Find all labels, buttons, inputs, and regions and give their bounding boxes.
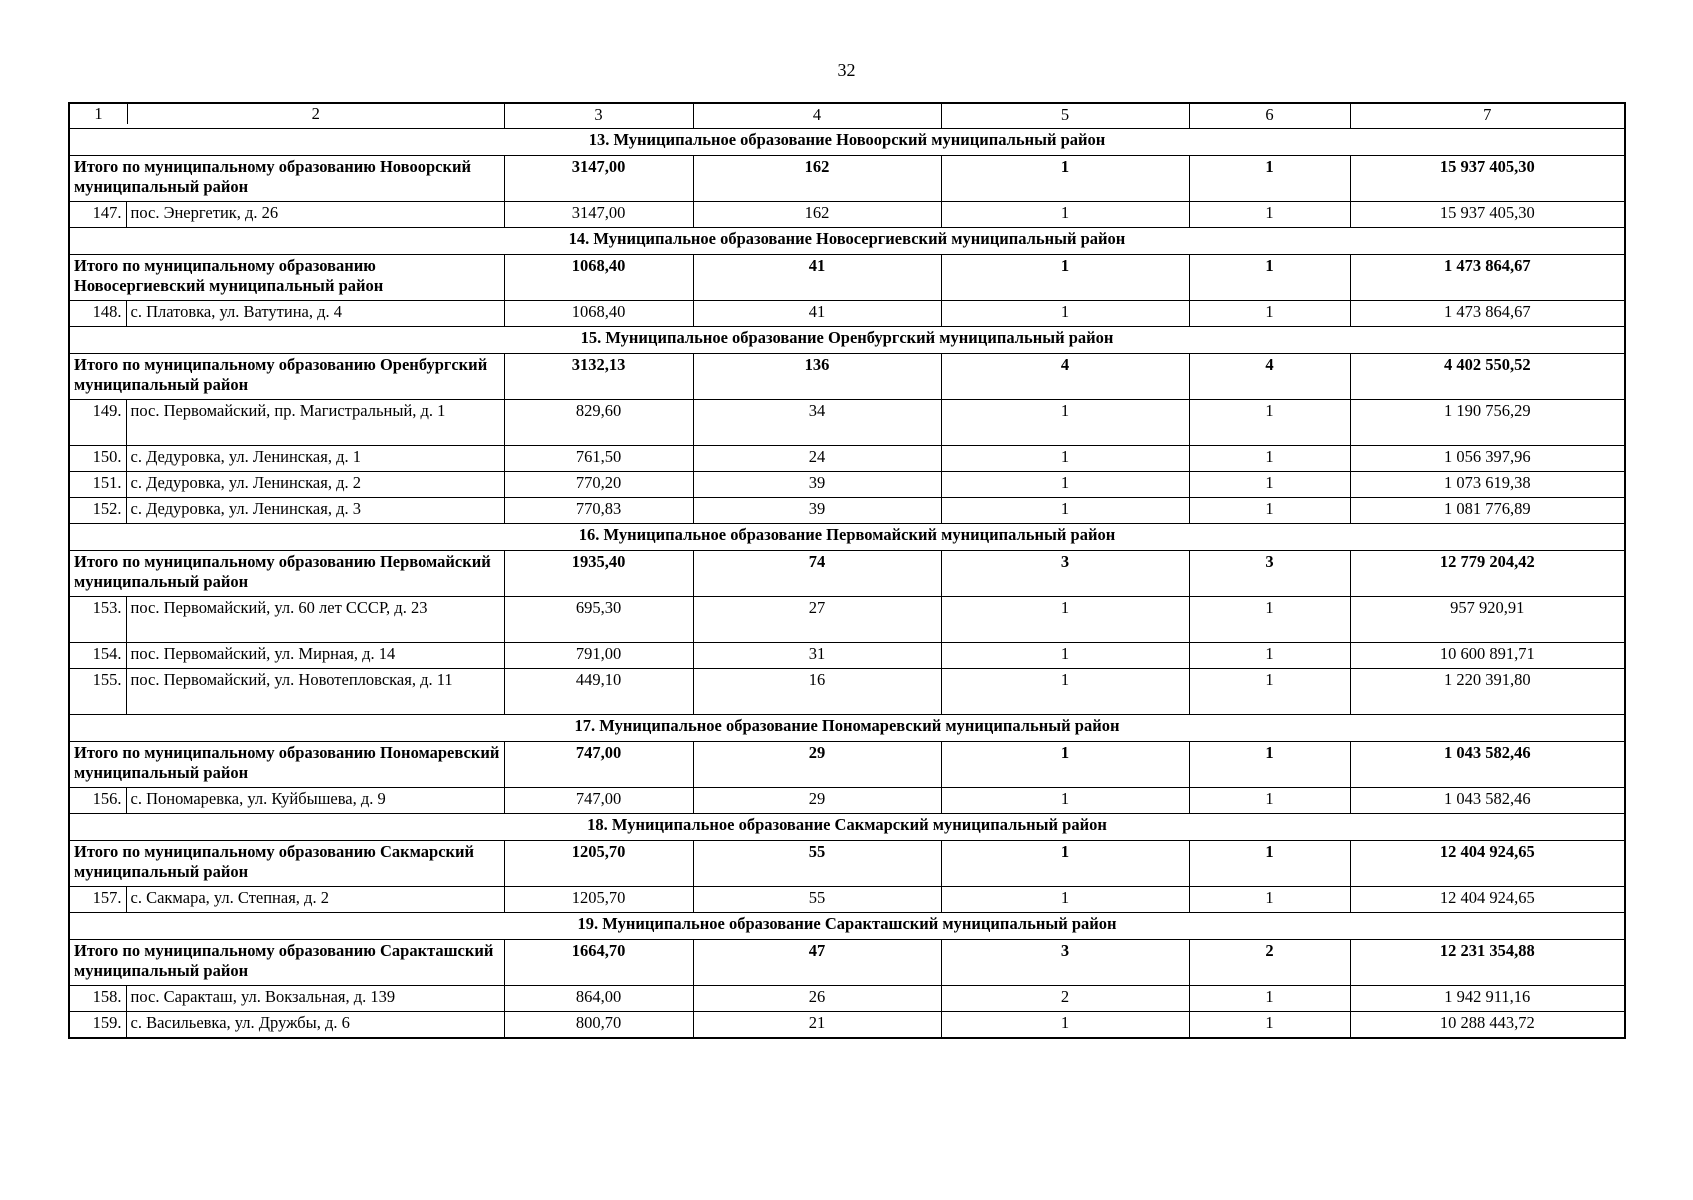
total-c4: 41 xyxy=(693,255,941,301)
row-c5: 1 xyxy=(941,202,1189,228)
total-c6: 1 xyxy=(1189,156,1350,202)
table-row xyxy=(69,400,1625,446)
section-header-row xyxy=(69,129,1625,156)
row-address: с. Дедуровка, ул. Ленинская, д. 1 xyxy=(126,446,504,472)
total-c6: 1 xyxy=(1189,742,1350,788)
total-c7: 12 779 204,42 xyxy=(1350,551,1625,597)
row-c3: 761,50 xyxy=(504,446,693,472)
row-c5: 1 xyxy=(941,1012,1189,1039)
row-c7: 15 937 405,30 xyxy=(1350,202,1625,228)
row-c4: 16 xyxy=(693,669,941,715)
row-c5: 2 xyxy=(941,986,1189,1012)
total-c3: 1935,40 xyxy=(504,551,693,597)
total-c4: 47 xyxy=(693,940,941,986)
section-title: 15. Муниципальное образование Оренбургский муниципальный район xyxy=(69,327,1625,354)
row-c7: 1 942 911,16 xyxy=(1350,986,1625,1012)
total-c6: 4 xyxy=(1189,354,1350,400)
total-c3: 747,00 xyxy=(504,742,693,788)
section-total-row xyxy=(69,940,1625,986)
section-total-row xyxy=(69,551,1625,597)
row-address: пос. Первомайский, ул. Новотепловская, д. 11 xyxy=(126,669,504,715)
row-c7: 10 600 891,71 xyxy=(1350,643,1625,669)
row-c3: 3147,00 xyxy=(504,202,693,228)
row-c5: 1 xyxy=(941,446,1189,472)
row-number: 151. xyxy=(69,472,126,498)
row-c4: 162 xyxy=(693,202,941,228)
total-c6: 1 xyxy=(1189,255,1350,301)
row-number: 154. xyxy=(69,643,126,669)
section-title: 16. Муниципальное образование Первомайский муниципальный район xyxy=(69,524,1625,551)
total-c3: 1664,70 xyxy=(504,940,693,986)
column-header-6: 6 xyxy=(1189,103,1350,129)
row-number: 152. xyxy=(69,498,126,524)
total-c5: 4 xyxy=(941,354,1189,400)
row-c3: 449,10 xyxy=(504,669,693,715)
row-c4: 29 xyxy=(693,788,941,814)
row-c6: 1 xyxy=(1189,498,1350,524)
section-header-row xyxy=(69,913,1625,940)
row-c3: 791,00 xyxy=(504,643,693,669)
table-row xyxy=(69,1012,1625,1039)
total-c5: 3 xyxy=(941,940,1189,986)
row-c6: 1 xyxy=(1189,986,1350,1012)
row-c4: 21 xyxy=(693,1012,941,1039)
row-c7: 1 081 776,89 xyxy=(1350,498,1625,524)
section-title: 18. Муниципальное образование Сакмарский муниципальный район xyxy=(69,814,1625,841)
row-c7: 1 056 397,96 xyxy=(1350,446,1625,472)
total-label: Итого по муниципальному образованию Саракташский муниципальный район xyxy=(69,940,504,986)
row-number: 153. xyxy=(69,597,126,643)
total-c5: 1 xyxy=(941,156,1189,202)
total-c5: 1 xyxy=(941,255,1189,301)
row-c7: 10 288 443,72 xyxy=(1350,1012,1625,1039)
row-c5: 1 xyxy=(941,669,1189,715)
row-c3: 770,20 xyxy=(504,472,693,498)
total-c5: 1 xyxy=(941,841,1189,887)
row-address: с. Сакмара, ул. Степная, д. 2 xyxy=(126,887,504,913)
row-c3: 695,30 xyxy=(504,597,693,643)
row-c5: 1 xyxy=(941,887,1189,913)
row-number: 157. xyxy=(69,887,126,913)
total-c4: 29 xyxy=(693,742,941,788)
total-c7: 1 043 582,46 xyxy=(1350,742,1625,788)
page-number: 32 xyxy=(837,60,856,80)
row-c7: 1 043 582,46 xyxy=(1350,788,1625,814)
row-address: пос. Первомайский, пр. Магистральный, д. 1 xyxy=(126,400,504,446)
section-total-row xyxy=(69,354,1625,400)
total-c3: 1068,40 xyxy=(504,255,693,301)
total-c3: 3147,00 xyxy=(504,156,693,202)
table-row xyxy=(69,446,1625,472)
table-row xyxy=(69,597,1625,643)
row-c3: 829,60 xyxy=(504,400,693,446)
row-c4: 31 xyxy=(693,643,941,669)
row-c6: 1 xyxy=(1189,643,1350,669)
row-number: 149. xyxy=(69,400,126,446)
section-title: 17. Муниципальное образование Пономаревский муниципальный район xyxy=(69,715,1625,742)
total-c7: 12 231 354,88 xyxy=(1350,940,1625,986)
row-number: 155. xyxy=(69,669,126,715)
section-header-row xyxy=(69,715,1625,742)
column-header-row xyxy=(69,103,1625,129)
row-c7: 1 473 864,67 xyxy=(1350,301,1625,327)
total-label: Итого по муниципальному образованию Новосергиевский муниципальный район xyxy=(69,255,504,301)
total-c4: 74 xyxy=(693,551,941,597)
row-c7: 12 404 924,65 xyxy=(1350,887,1625,913)
table-row xyxy=(69,472,1625,498)
column-header-3: 3 xyxy=(504,103,693,129)
row-number: 159. xyxy=(69,1012,126,1039)
row-address: с. Пономаревка, ул. Куйбышева, д. 9 xyxy=(126,788,504,814)
row-c5: 1 xyxy=(941,498,1189,524)
total-c6: 1 xyxy=(1189,841,1350,887)
total-c3: 1205,70 xyxy=(504,841,693,887)
column-header-5: 5 xyxy=(941,103,1189,129)
row-c4: 39 xyxy=(693,498,941,524)
total-label: Итого по муниципальному образованию Сакмарский муниципальный район xyxy=(69,841,504,887)
table-row xyxy=(69,202,1625,228)
row-c7: 1 220 391,80 xyxy=(1350,669,1625,715)
row-c3: 747,00 xyxy=(504,788,693,814)
section-header-row xyxy=(69,327,1625,354)
row-c6: 1 xyxy=(1189,301,1350,327)
row-number: 158. xyxy=(69,986,126,1012)
row-address: пос. Первомайский, ул. Мирная, д. 14 xyxy=(126,643,504,669)
column-header-2: 2 xyxy=(311,104,320,123)
row-c6: 1 xyxy=(1189,597,1350,643)
total-c4: 162 xyxy=(693,156,941,202)
row-c4: 55 xyxy=(693,887,941,913)
column-header-7: 7 xyxy=(1350,103,1625,129)
table-row xyxy=(69,669,1625,715)
row-c3: 1068,40 xyxy=(504,301,693,327)
total-c3: 3132,13 xyxy=(504,354,693,400)
row-c6: 1 xyxy=(1189,788,1350,814)
total-c7: 12 404 924,65 xyxy=(1350,841,1625,887)
row-c5: 1 xyxy=(941,643,1189,669)
table-row xyxy=(69,498,1625,524)
row-c4: 39 xyxy=(693,472,941,498)
row-c6: 1 xyxy=(1189,446,1350,472)
row-c4: 26 xyxy=(693,986,941,1012)
section-header-row xyxy=(69,524,1625,551)
row-address: с. Дедуровка, ул. Ленинская, д. 2 xyxy=(126,472,504,498)
row-c4: 41 xyxy=(693,301,941,327)
row-c5: 1 xyxy=(941,788,1189,814)
row-c6: 1 xyxy=(1189,202,1350,228)
row-address: пос. Энергетик, д. 26 xyxy=(126,202,504,228)
total-c6: 3 xyxy=(1189,551,1350,597)
table-row xyxy=(69,986,1625,1012)
row-c5: 1 xyxy=(941,400,1189,446)
table-row xyxy=(69,887,1625,913)
total-c7: 1 473 864,67 xyxy=(1350,255,1625,301)
total-label: Итого по муниципальному образованию Новоорский муниципальный район xyxy=(69,156,504,202)
row-c6: 1 xyxy=(1189,472,1350,498)
section-total-row xyxy=(69,156,1625,202)
row-address: пос. Первомайский, ул. 60 лет СССР, д. 23 xyxy=(126,597,504,643)
section-title: 13. Муниципальное образование Новоорский муниципальный район xyxy=(69,129,1625,156)
section-title: 14. Муниципальное образование Новосергиевский муниципальный район xyxy=(69,228,1625,255)
row-number: 148. xyxy=(69,301,126,327)
row-c6: 1 xyxy=(1189,400,1350,446)
section-total-row xyxy=(69,841,1625,887)
table-row xyxy=(69,788,1625,814)
row-c4: 27 xyxy=(693,597,941,643)
row-c6: 1 xyxy=(1189,669,1350,715)
row-c3: 1205,70 xyxy=(504,887,693,913)
column-header-1: 1 xyxy=(70,104,128,124)
row-c5: 1 xyxy=(941,301,1189,327)
total-c6: 2 xyxy=(1189,940,1350,986)
row-c6: 1 xyxy=(1189,887,1350,913)
section-title: 19. Муниципальное образование Саракташский муниципальный район xyxy=(69,913,1625,940)
column-header-4: 4 xyxy=(693,103,941,129)
section-total-row xyxy=(69,255,1625,301)
row-number: 147. xyxy=(69,202,126,228)
total-c7: 15 937 405,30 xyxy=(1350,156,1625,202)
row-address: с. Васильевка, ул. Дружбы, д. 6 xyxy=(126,1012,504,1039)
section-header-row xyxy=(69,228,1625,255)
section-header-row xyxy=(69,814,1625,841)
row-address: с. Платовка, ул. Ватутина, д. 4 xyxy=(126,301,504,327)
total-c4: 55 xyxy=(693,841,941,887)
row-number: 150. xyxy=(69,446,126,472)
section-total-row xyxy=(69,742,1625,788)
table-row xyxy=(69,301,1625,327)
row-address: пос. Саракташ, ул. Вокзальная, д. 139 xyxy=(126,986,504,1012)
data-table xyxy=(68,102,1626,1039)
row-c7: 1 073 619,38 xyxy=(1350,472,1625,498)
row-c5: 1 xyxy=(941,472,1189,498)
row-c4: 24 xyxy=(693,446,941,472)
total-label: Итого по муниципальному образованию Оренбургский муниципальный район xyxy=(69,354,504,400)
total-c5: 3 xyxy=(941,551,1189,597)
row-address: с. Дедуровка, ул. Ленинская, д. 3 xyxy=(126,498,504,524)
row-number: 156. xyxy=(69,788,126,814)
table-row xyxy=(69,643,1625,669)
row-c3: 770,83 xyxy=(504,498,693,524)
row-c5: 1 xyxy=(941,597,1189,643)
row-c7: 1 190 756,29 xyxy=(1350,400,1625,446)
row-c3: 800,70 xyxy=(504,1012,693,1039)
row-c6: 1 xyxy=(1189,1012,1350,1039)
row-c7: 957 920,91 xyxy=(1350,597,1625,643)
total-c4: 136 xyxy=(693,354,941,400)
total-label: Итого по муниципальному образованию Первомайский муниципальный район xyxy=(69,551,504,597)
row-c3: 864,00 xyxy=(504,986,693,1012)
row-c4: 34 xyxy=(693,400,941,446)
total-c7: 4 402 550,52 xyxy=(1350,354,1625,400)
total-label: Итого по муниципальному образованию Пономаревский муниципальный район xyxy=(69,742,504,788)
total-c5: 1 xyxy=(941,742,1189,788)
